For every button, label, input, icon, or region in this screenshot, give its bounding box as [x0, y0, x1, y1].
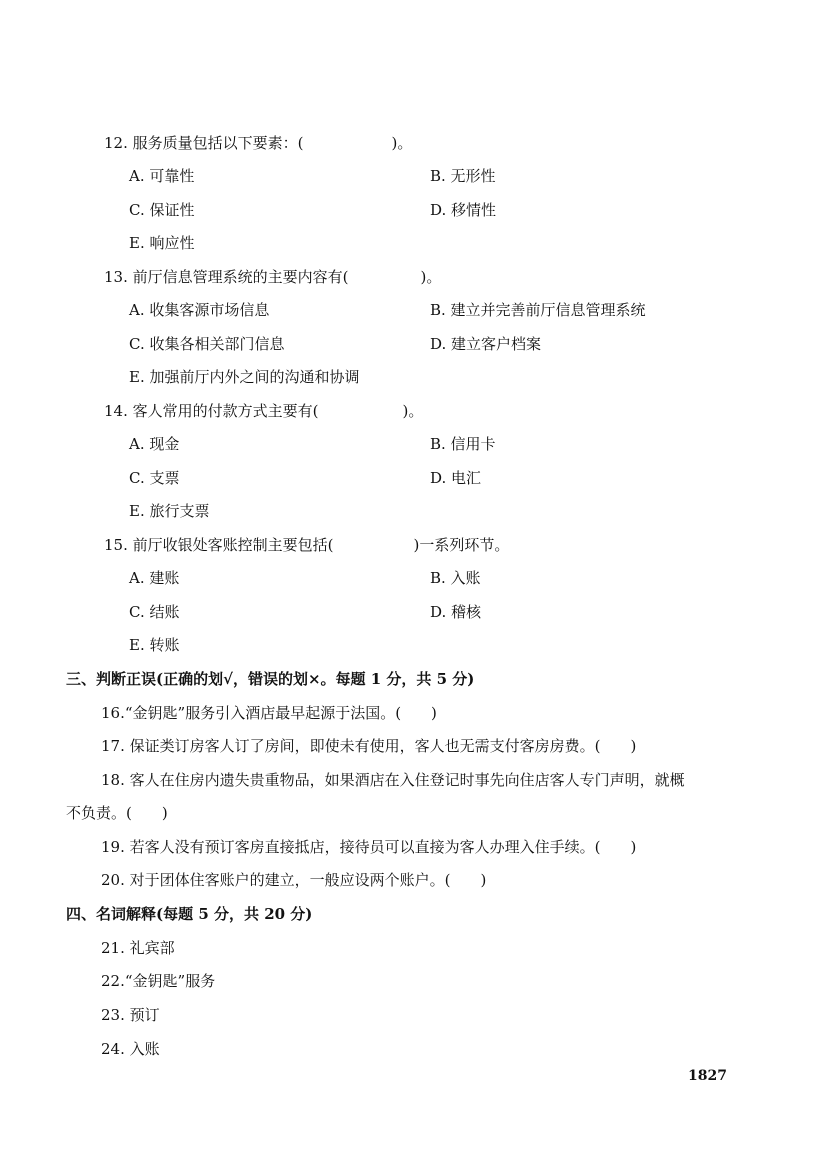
- section-3-heading: 三、判断正误(正确的划√，错误的划×。每题 1 分，共 5 分): [66, 670, 475, 688]
- section-4-heading: 四、名词解释(每题 5 分，共 20 分): [66, 905, 313, 923]
- question-13-stem: [104, 268, 441, 286]
- question-15-stem: [104, 536, 509, 554]
- question-12-close: )。: [391, 134, 413, 152]
- question-15-option-c: C. 结账: [129, 603, 180, 621]
- question-14-option-b: B. 信用卡: [430, 435, 496, 453]
- question-12-option-d: D. 移情性: [430, 201, 497, 219]
- question-12-stem: [104, 134, 412, 152]
- question-14-option-e: E. 旅行支票: [129, 502, 210, 520]
- question-12-option-b: B. 无形性: [430, 167, 496, 185]
- question-12-text: 12. 服务质量包括以下要素：(: [104, 134, 304, 152]
- question-15-option-d: D. 稽核: [430, 603, 482, 621]
- term-22: 22.“金钥匙”服务: [101, 972, 216, 990]
- question-15-option-e: E. 转账: [129, 636, 180, 654]
- question-13-option-c: C. 收集各相关部门信息: [129, 335, 285, 353]
- page-number: 1827: [688, 1068, 727, 1084]
- question-13-option-d: D. 建立客户档案: [430, 335, 542, 353]
- judgment-18-continued: 不负责。( ): [66, 804, 168, 822]
- judgment-19: 19. 若客人没有预订客房直接抵店，接待员可以直接为客人办理入住手续。( ): [101, 838, 637, 856]
- question-15-close: )一系列环节。: [413, 536, 510, 554]
- question-14-option-c: C. 支票: [129, 469, 180, 487]
- question-13-option-b: B. 建立并完善前厅信息管理系统: [430, 301, 646, 319]
- question-13-option-a: A. 收集客源市场信息: [129, 301, 270, 319]
- question-12-option-e: E. 响应性: [129, 234, 195, 252]
- judgment-16: 16.“金钥匙”服务引入酒店最早起源于法国。( ): [101, 704, 437, 722]
- question-13-option-e: E. 加强前厅内外之间的沟通和协调: [129, 368, 360, 386]
- term-21: 21. 礼宾部: [101, 939, 175, 957]
- question-14-text: 14. 客人常用的付款方式主要有(: [104, 402, 319, 420]
- question-12-option-c: C. 保证性: [129, 201, 195, 219]
- question-14-close: )。: [402, 402, 424, 420]
- judgment-18: 18. 客人在住房内遗失贵重物品，如果酒店在入住登记时事先向住店客人专门声明，就概: [101, 771, 685, 789]
- question-14-stem: [104, 402, 423, 420]
- question-15-option-b: B. 入账: [430, 569, 481, 587]
- question-15-option-a: A. 建账: [129, 569, 180, 587]
- judgment-17: 17. 保证类订房客人订了房间，即使未有使用，客人也无需支付客房房费。( ): [101, 737, 637, 755]
- question-12-option-a: A. 可靠性: [129, 167, 195, 185]
- question-15-text: 15. 前厅收银处客账控制主要包括(: [104, 536, 334, 554]
- question-13-text: 13. 前厅信息管理系统的主要内容有(: [104, 268, 349, 286]
- question-14-option-d: D. 电汇: [430, 469, 482, 487]
- question-13-close: )。: [420, 268, 442, 286]
- question-14-option-a: A. 现金: [129, 435, 180, 453]
- judgment-20: 20. 对于团体住客账户的建立，一般应设两个账户。( ): [101, 871, 487, 889]
- term-23: 23. 预订: [101, 1006, 160, 1024]
- term-24: 24. 入账: [101, 1040, 160, 1058]
